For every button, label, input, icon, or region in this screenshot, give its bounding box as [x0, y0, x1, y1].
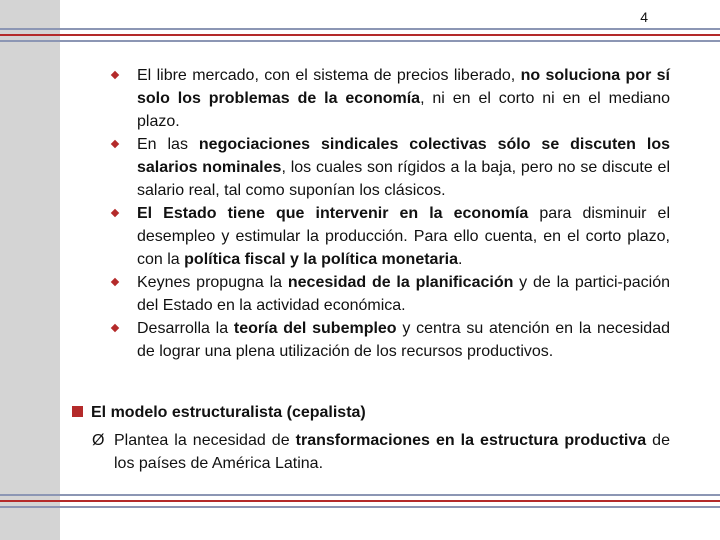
list-item	[108, 271, 670, 317]
diamond-bullet-icon	[111, 209, 119, 217]
bottom-rule-line	[0, 506, 720, 508]
arrow-bullet-icon: Ø	[92, 432, 105, 449]
diamond-bullet-icon	[111, 71, 119, 79]
text-run: para disminuir el desempleo y estimular la producción. Para ello cuenta, en el corto plazo, con la	[137, 205, 671, 268]
list-item	[108, 317, 670, 363]
bottom-rule	[0, 494, 720, 512]
diamond-bullet-icon	[111, 140, 119, 148]
bold-text-run: no soluciona por sí solo los problemas de la economía	[137, 67, 670, 107]
section-label: El modelo estructuralista (cepalista)	[91, 404, 366, 421]
bullet-list	[108, 64, 670, 363]
bottom-rule-line	[0, 494, 720, 496]
list-item	[108, 64, 670, 133]
text-run: y centra su atención en la necesidad de lograr una plena utilización de los recursos productivos.	[137, 320, 671, 360]
top-rule-line-red	[0, 34, 720, 36]
bold-text-run: política fiscal y la política monetaria	[184, 251, 459, 268]
square-bullet-icon	[72, 406, 83, 417]
left-sidebar-band	[0, 0, 60, 540]
text-run: Keynes propugna la	[137, 274, 288, 291]
list-item	[108, 133, 670, 202]
text-run: y de la partici-pación del Estado en la actividad económica.	[137, 274, 671, 314]
text-run: Plantea la necesidad de	[114, 432, 296, 449]
bold-text-run: teoría del subempleo	[233, 320, 397, 337]
text-run: El libre mercado, con el sistema de precios liberado,	[137, 67, 521, 84]
text-run: .	[458, 251, 463, 268]
bold-text-run: necesidad de la planificación	[287, 274, 514, 291]
bold-text-run: El Estado tiene que intervenir en la economía	[137, 205, 529, 222]
bullet-content	[108, 64, 670, 363]
text-run: , ni en el corto ni en el mediano plazo.	[137, 90, 670, 130]
top-rule	[0, 28, 720, 46]
top-rule-line	[0, 28, 720, 30]
text-run: , los cuales son rígidos a la baja, pero no se discute el salario real, tal como suponían los clásicos.	[137, 159, 671, 199]
list-item	[108, 202, 670, 271]
diamond-bullet-icon	[111, 278, 119, 286]
slide-number: 4	[640, 9, 648, 25]
bold-text-run: transformaciones en la estructura productiva	[295, 432, 647, 449]
bold-text-run: negociaciones sindicales colectivas sólo se discuten los salarios nominales	[137, 136, 670, 176]
text-run: En las	[137, 136, 199, 153]
sub-point	[92, 429, 670, 475]
text-run: Desarrolla la	[137, 320, 234, 337]
top-rule-line	[0, 40, 720, 42]
sub-point-text	[114, 429, 670, 475]
diamond-bullet-icon	[111, 324, 119, 332]
text-run: de los países de América Latina.	[114, 432, 670, 472]
bottom-rule-line-red	[0, 500, 720, 502]
